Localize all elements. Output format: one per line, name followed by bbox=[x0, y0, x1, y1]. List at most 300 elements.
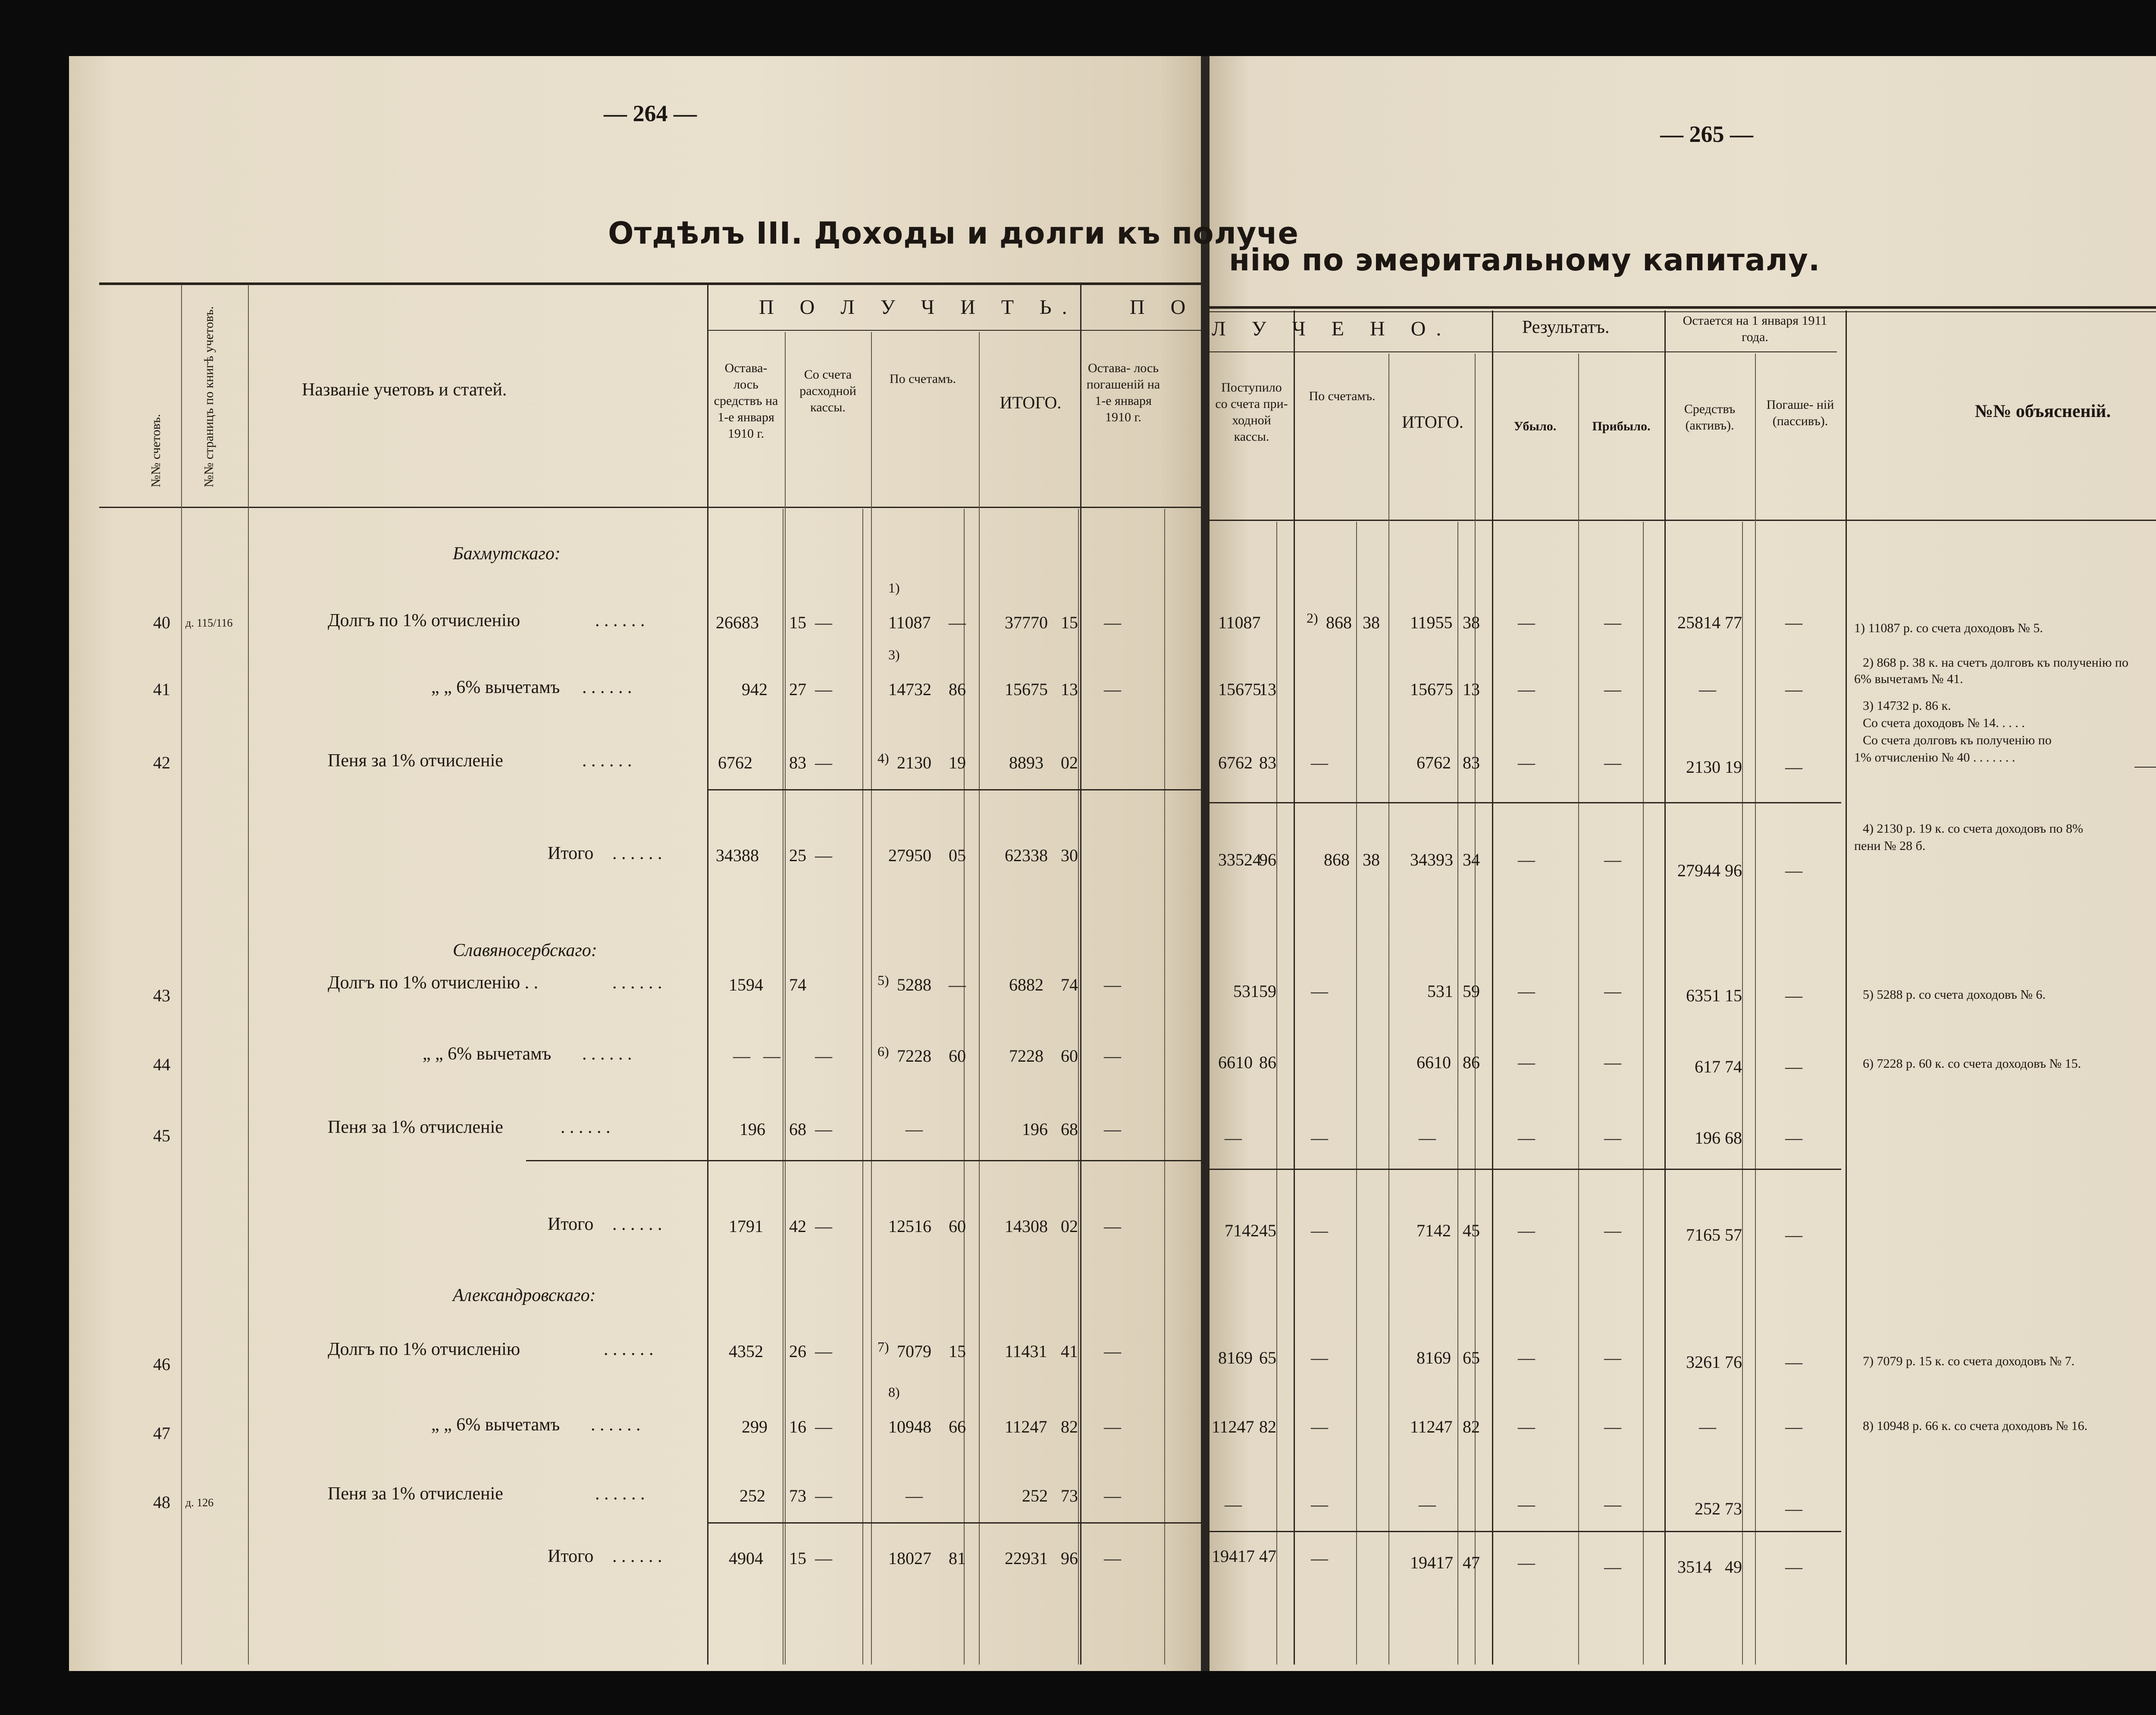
cell-dash: — bbox=[1785, 861, 1802, 880]
cell-dash: — bbox=[1785, 986, 1802, 1005]
cell-dash: — bbox=[1604, 613, 1621, 632]
cell-itogo2-k: 82 bbox=[1463, 1417, 1480, 1436]
col-line bbox=[862, 509, 863, 1665]
cell-itogo: 6882 bbox=[1009, 975, 1044, 994]
col-line bbox=[248, 285, 249, 1665]
cell-itogo-k: 02 bbox=[1061, 753, 1078, 772]
footnote-4-line2: пени № 28 б. bbox=[1854, 839, 1926, 853]
cell-itogo2: 11955 bbox=[1410, 613, 1453, 632]
page-ref: д. 126 bbox=[185, 1496, 214, 1509]
cell-itogo2: 34393 bbox=[1410, 850, 1453, 869]
cell-post: 11087 bbox=[1218, 613, 1261, 632]
subtotal-rule bbox=[707, 1522, 1201, 1524]
leader-dots: . . . . . . bbox=[595, 1484, 645, 1504]
leader-dots: . . . . . . bbox=[612, 1546, 662, 1566]
cell-itogo-k: 68 bbox=[1061, 1119, 1078, 1139]
cell-post-k: 47 bbox=[1259, 1546, 1276, 1566]
cell-po-k: 60 bbox=[949, 1046, 966, 1066]
cell-dash: — bbox=[1104, 1417, 1121, 1436]
cell-dash: — bbox=[1104, 975, 1121, 994]
leader-dots: . . . . . . bbox=[604, 1339, 654, 1359]
subtotal-rule bbox=[1207, 802, 1841, 803]
footnote-sum-rule bbox=[2134, 767, 2156, 768]
cell-dash: — bbox=[1604, 1128, 1621, 1148]
col-line bbox=[1080, 285, 1081, 1665]
cell-dash: — bbox=[1785, 613, 1802, 632]
cell-dash: — bbox=[1104, 1216, 1121, 1236]
section-bakhmut: Бахмутскаго: bbox=[453, 544, 561, 564]
cell-itogo: 37770 bbox=[1005, 613, 1048, 632]
col-line bbox=[1755, 354, 1756, 1665]
cell-po: 5288 bbox=[897, 975, 931, 994]
cell-itogo-k: 60 bbox=[1061, 1046, 1078, 1066]
cell-itogo-k: 82 bbox=[1061, 1417, 1078, 1436]
header-ubylo: Убыло. bbox=[1514, 419, 1557, 433]
cell-itogo2-k: 83 bbox=[1463, 753, 1480, 772]
row-number: 42 bbox=[153, 753, 170, 772]
row-number: 45 bbox=[153, 1126, 170, 1145]
cell-post: 7142 bbox=[1225, 1221, 1259, 1240]
cell-po-k: 66 bbox=[949, 1417, 966, 1436]
cell-dash: — bbox=[1311, 753, 1328, 772]
top-rule-left bbox=[99, 282, 1201, 285]
subtotal-rule bbox=[1207, 1169, 1841, 1170]
header-pogash: Погаше- ній (пассивъ). bbox=[1766, 398, 1834, 428]
cell-sredstv: 196 bbox=[1695, 1128, 1720, 1148]
cell-dash: — bbox=[1104, 613, 1121, 632]
cell-sredstv-k: 49 bbox=[1725, 1557, 1742, 1577]
cell-ost-k: 74 bbox=[789, 975, 806, 994]
cell-sredstv: 6351 bbox=[1686, 986, 1720, 1005]
cell-po2-k: 38 bbox=[1363, 613, 1380, 632]
col-line bbox=[1664, 310, 1666, 1665]
cell-itogo2-k: 34 bbox=[1463, 850, 1480, 869]
cell-dash: — bbox=[1518, 680, 1535, 699]
cell-po-k: 60 bbox=[949, 1216, 966, 1236]
cell-ost: 4904 bbox=[729, 1549, 763, 1568]
cell-dash: — bbox=[1311, 1495, 1328, 1514]
cell-dash: — bbox=[1311, 981, 1328, 1001]
cell-ost-k: 15 bbox=[789, 1549, 806, 1568]
total-label: Итого bbox=[548, 1546, 594, 1566]
col-line bbox=[1164, 509, 1165, 1665]
get-group-rule bbox=[707, 330, 1201, 331]
cell-ost-k: 25 bbox=[789, 846, 806, 865]
header-pages: №№ страницъ по книгѣ учетовъ. bbox=[202, 306, 216, 487]
cell-dash: — bbox=[1104, 1549, 1121, 1568]
col-line bbox=[1388, 354, 1389, 1665]
row-number: 41 bbox=[153, 680, 170, 699]
footnote-1: 1) 11087 р. со счета доходовъ № 5. bbox=[1854, 621, 2043, 635]
cell-dash: — bbox=[1518, 850, 1535, 869]
leader-dots: . . . . . . bbox=[582, 1044, 632, 1064]
cell-dash: — bbox=[1604, 1417, 1621, 1436]
cell-itogo2-k: 86 bbox=[1463, 1053, 1480, 1072]
footnote-3-line4: 1% отчисленію № 40 . . . . . . . bbox=[1854, 750, 2015, 765]
cell-dash: — bbox=[1311, 1348, 1328, 1367]
cell-post-k: 13 bbox=[1259, 680, 1276, 699]
footnote-mark: 1) bbox=[888, 580, 900, 596]
cell-itogo2: 15675 bbox=[1410, 680, 1453, 699]
row-name: „ „ 6% вычетамъ bbox=[431, 1415, 560, 1435]
row-name: „ „ 6% вычетамъ bbox=[423, 1044, 552, 1064]
row-number: 46 bbox=[153, 1354, 170, 1374]
cell-post-k: 82 bbox=[1259, 1417, 1276, 1436]
cell-dash: — bbox=[815, 1417, 832, 1436]
cell-dash: — bbox=[733, 1046, 750, 1066]
header-pribylo: Прибыло. bbox=[1592, 419, 1651, 433]
top-rule-right-thin bbox=[1207, 311, 2156, 312]
cell-dash: — bbox=[1699, 680, 1716, 699]
cell-po: 14732 bbox=[888, 680, 931, 699]
cell-dash: — bbox=[1311, 1549, 1328, 1568]
header-get: П О Л У Ч И Т Ь. bbox=[759, 296, 1078, 319]
leader-dots: . . . . . . bbox=[612, 973, 662, 993]
cell-dash: — bbox=[1518, 1348, 1535, 1367]
cell-itogo2-k: 38 bbox=[1463, 613, 1480, 632]
subtotal-rule bbox=[526, 1160, 1201, 1161]
header-lucheno: Л У Ч Е Н О. bbox=[1212, 317, 1452, 340]
cell-ost: 1594 bbox=[729, 975, 763, 994]
col-line bbox=[979, 332, 980, 1665]
cell-ost: 252 bbox=[740, 1486, 765, 1505]
cell-dash: — bbox=[1699, 1417, 1716, 1436]
cell-itogo2: 531 bbox=[1427, 981, 1453, 1001]
cell-ost: 196 bbox=[740, 1119, 765, 1139]
lucheno-group-rule bbox=[1207, 351, 1837, 352]
cell-post: 6762 bbox=[1218, 753, 1253, 772]
footnote-2-line1: 2) 868 р. 38 к. на счетъ долговъ къ полученію по bbox=[1863, 655, 2128, 670]
cell-dash: — bbox=[1518, 753, 1535, 772]
header-rule-left bbox=[99, 507, 1201, 508]
cell-sredstv: 3514 bbox=[1677, 1557, 1712, 1577]
cell-sredstv-k: 19 bbox=[1725, 757, 1742, 777]
header-ostavalos: Остава- лось средствъ на 1-е января 1910 г. bbox=[714, 361, 778, 441]
col-line bbox=[1846, 310, 1847, 1665]
cell-dash: — bbox=[1104, 680, 1121, 699]
header-po-schetam-2: По счетамъ. bbox=[1309, 389, 1376, 403]
col-line bbox=[1578, 354, 1579, 1665]
cell-po: 11087 bbox=[888, 613, 931, 632]
cell-itogo-k: 74 bbox=[1061, 975, 1078, 994]
cell-dash: — bbox=[815, 1549, 832, 1568]
cell-post: 33524 bbox=[1218, 850, 1261, 869]
row-number: 40 bbox=[153, 613, 170, 632]
cell-dash: — bbox=[815, 846, 832, 865]
cell-dash: — bbox=[815, 1486, 832, 1505]
col-line bbox=[1294, 310, 1295, 1665]
section-aleksandrov: Александровскаго: bbox=[453, 1285, 596, 1305]
cell-sredstv: 25814 bbox=[1677, 613, 1720, 632]
cell-sredstv-k: 74 bbox=[1725, 1057, 1742, 1076]
col-line bbox=[1643, 522, 1644, 1665]
subtotal-rule bbox=[1207, 1531, 1841, 1532]
col-line bbox=[1356, 522, 1357, 1665]
cell-itogo: 11431 bbox=[1005, 1342, 1047, 1361]
cell-dash: — bbox=[1419, 1495, 1436, 1514]
cell-dash: — bbox=[1785, 757, 1802, 777]
section-slavyanoserb: Славяносербскаго: bbox=[453, 941, 597, 960]
cell-dash: — bbox=[1225, 1495, 1242, 1514]
cell-itogo: 62338 bbox=[1005, 846, 1048, 865]
cell-ost-k: 26 bbox=[789, 1342, 806, 1361]
header-explain: №№ объясненій. bbox=[1975, 401, 2111, 421]
cell-dash: — bbox=[1104, 1342, 1121, 1361]
row-number: 48 bbox=[153, 1492, 170, 1512]
cell-itogo-k: 73 bbox=[1061, 1486, 1078, 1505]
cell-dash: — bbox=[815, 753, 832, 772]
cell-sredstv: 3261 bbox=[1686, 1352, 1720, 1372]
cell-ost-k: 15 bbox=[789, 613, 806, 632]
cell-sredstv: 2130 bbox=[1686, 757, 1720, 777]
cell-dash: — bbox=[1518, 1417, 1535, 1436]
cell-po: 2130 bbox=[897, 753, 931, 772]
cell-dash: — bbox=[815, 680, 832, 699]
cell-itogo2-k: 45 bbox=[1463, 1221, 1480, 1240]
footnote-5: 5) 5288 р. со счета доходовъ № 6. bbox=[1863, 988, 2046, 1002]
cell-itogo-k: 41 bbox=[1061, 1342, 1078, 1361]
cell-dash: — bbox=[763, 1046, 780, 1066]
cell-dash: — bbox=[1104, 1486, 1121, 1505]
cell-post: 11247 bbox=[1212, 1417, 1254, 1436]
cell-ost-k: 68 bbox=[789, 1119, 806, 1139]
header-itogo: ИТОГО. bbox=[1000, 393, 1062, 412]
cell-ost: 1791 bbox=[729, 1216, 763, 1236]
cell-dash: — bbox=[1604, 680, 1621, 699]
col-line bbox=[1078, 509, 1079, 1665]
cell-dash: — bbox=[1104, 1046, 1121, 1066]
cell-dash: — bbox=[1518, 1128, 1535, 1148]
cell-dash: — bbox=[906, 1486, 923, 1505]
col-line bbox=[1276, 522, 1277, 1665]
footnote-mark: 4) bbox=[877, 750, 889, 766]
row-name: „ „ 6% вычетамъ bbox=[431, 677, 560, 697]
cell-po: 27950 bbox=[888, 846, 931, 865]
cell-ost-k: 83 bbox=[789, 753, 806, 772]
footnote-8: 8) 10948 р. 66 к. со счета доходовъ № 16. bbox=[1863, 1419, 2088, 1433]
header-sredstv: Средствъ (активъ). bbox=[1684, 402, 1736, 433]
cell-po-k: 81 bbox=[949, 1549, 966, 1568]
row-number: 44 bbox=[153, 1055, 170, 1074]
cell-ost: 6762 bbox=[718, 753, 752, 772]
cell-dash: — bbox=[1785, 1128, 1802, 1148]
header-remains: Остается на 1 января 1911 года. bbox=[1683, 314, 1827, 344]
footnote-4-line1: 4) 2130 р. 19 к. со счета доходовъ по 8% bbox=[1863, 821, 2084, 836]
col-line bbox=[181, 285, 182, 1665]
footnote-3-line2: Со счета доходовъ № 14. . . . . bbox=[1863, 716, 2025, 730]
cell-sredstv-k: 96 bbox=[1725, 861, 1742, 880]
cell-post-k: 59 bbox=[1259, 981, 1276, 1001]
page-number-left: — 264 — bbox=[604, 100, 697, 126]
cell-itogo: 7228 bbox=[1009, 1046, 1044, 1066]
footnote-mark: 2) bbox=[1307, 610, 1318, 626]
cell-itogo-k: 15 bbox=[1061, 613, 1078, 632]
footnote-mark: 8) bbox=[888, 1384, 900, 1400]
footnote-3-line1: 3) 14732 р. 86 к. bbox=[1863, 699, 1951, 713]
cell-itogo-k: 02 bbox=[1061, 1216, 1078, 1236]
header-result: Результатъ. bbox=[1522, 317, 1610, 337]
cell-dash: — bbox=[1785, 680, 1802, 699]
cell-ost: 299 bbox=[742, 1417, 768, 1436]
cell-ost: 942 bbox=[742, 680, 768, 699]
col-line bbox=[785, 332, 786, 1665]
cell-po: 10948 bbox=[888, 1417, 931, 1436]
cell-po: 12516 bbox=[888, 1216, 931, 1236]
cell-sredstv-k: 77 bbox=[1725, 613, 1742, 632]
section-title-left: Отдѣлъ III. Доходы и долги къ получе bbox=[608, 216, 1299, 251]
leader-dots: . . . . . . bbox=[591, 1415, 641, 1435]
cell-po: 7079 bbox=[897, 1342, 931, 1361]
cell-itogo2: 19417 bbox=[1410, 1553, 1453, 1572]
footnote-7: 7) 7079 р. 15 к. со счета доходовъ № 7. bbox=[1863, 1354, 2075, 1368]
cell-dash: — bbox=[1785, 1057, 1802, 1076]
leader-dots: . . . . . . bbox=[612, 843, 662, 863]
cell-dash: — bbox=[1311, 1417, 1328, 1436]
cell-post-k: 86 bbox=[1259, 1053, 1276, 1072]
cell-dash: — bbox=[1785, 1417, 1802, 1436]
footnote-mark: 3) bbox=[888, 647, 900, 662]
cell-dash: — bbox=[815, 1342, 832, 1361]
cell-itogo2: 11247 bbox=[1410, 1417, 1453, 1436]
cell-po-k: 05 bbox=[949, 846, 966, 865]
section-title-right: нію по эмеритальному капиталу. bbox=[1229, 242, 1821, 278]
cell-dash: — bbox=[1604, 1053, 1621, 1072]
cell-itogo: 196 bbox=[1022, 1119, 1048, 1139]
cell-post-k: 45 bbox=[1259, 1221, 1276, 1240]
leader-dots: . . . . . . bbox=[595, 611, 645, 630]
cell-itogo: 8893 bbox=[1009, 753, 1044, 772]
cell-po-k: 86 bbox=[949, 680, 966, 699]
cell-dash: — bbox=[1104, 1119, 1121, 1139]
row-name: Долгъ по 1% отчисленію bbox=[328, 611, 520, 630]
cell-dash: — bbox=[1785, 1225, 1802, 1245]
cell-dash: — bbox=[1518, 1053, 1535, 1072]
row-number: 47 bbox=[153, 1423, 170, 1443]
cell-post: 15675 bbox=[1218, 680, 1261, 699]
cell-dash: — bbox=[1604, 850, 1621, 869]
cell-po-k: 15 bbox=[949, 1342, 966, 1361]
cell-itogo: 15675 bbox=[1005, 680, 1048, 699]
cell-post: 19417 bbox=[1212, 1546, 1255, 1566]
cell-dash: — bbox=[1518, 1553, 1535, 1572]
cell-dash: — bbox=[815, 1046, 832, 1066]
cell-po2: 868 bbox=[1326, 613, 1352, 632]
leader-dots: . . . . . . bbox=[612, 1214, 662, 1234]
cell-post: 8169 bbox=[1218, 1348, 1253, 1367]
top-rule-right bbox=[1207, 306, 2156, 309]
cell-dash: — bbox=[1785, 1557, 1802, 1577]
cell-itogo2: 8169 bbox=[1416, 1348, 1451, 1367]
cell-itogo2-k: 13 bbox=[1463, 680, 1480, 699]
cell-dash: — bbox=[1604, 1557, 1621, 1577]
cell-itogo2: 6762 bbox=[1416, 753, 1451, 772]
header-so-scheta: Со счета расходной кассы. bbox=[799, 367, 856, 414]
cell-dash: — bbox=[1604, 753, 1621, 772]
cell-itogo2-k: 47 bbox=[1463, 1553, 1480, 1572]
cell-dash: — bbox=[1518, 1495, 1535, 1514]
footnote-mark: 6) bbox=[877, 1044, 889, 1059]
cell-post-k: 96 bbox=[1259, 850, 1276, 869]
cell-dash: — bbox=[949, 613, 966, 632]
cell-po: 18027 bbox=[888, 1549, 931, 1568]
cell-post-k: 83 bbox=[1259, 753, 1276, 772]
row-name: Долгъ по 1% отчисленію . . bbox=[328, 973, 539, 993]
cell-post: 6610 bbox=[1218, 1053, 1253, 1072]
cell-ost: 34388 bbox=[716, 846, 759, 865]
col-line bbox=[1742, 522, 1743, 1665]
cell-ost-k: 27 bbox=[789, 680, 806, 699]
cell-dash: — bbox=[1604, 1495, 1621, 1514]
cell-sredstv-k: 15 bbox=[1725, 986, 1742, 1005]
row-name: Пеня за 1% отчисленіе bbox=[328, 1484, 503, 1504]
row-name: Долгъ по 1% отчисленію bbox=[328, 1339, 520, 1359]
cell-dash: — bbox=[815, 1119, 832, 1139]
header-accounts: №№ счетовъ. bbox=[149, 414, 163, 487]
cell-post: 531 bbox=[1233, 981, 1259, 1001]
cell-dash: — bbox=[815, 613, 832, 632]
cell-ost-k: 16 bbox=[789, 1417, 806, 1436]
cell-dash: — bbox=[1518, 613, 1535, 632]
footnote-6: 6) 7228 р. 60 к. со счета доходовъ № 15. bbox=[1863, 1057, 2081, 1071]
col-line bbox=[871, 332, 872, 1665]
cell-itogo2: 6610 bbox=[1416, 1053, 1451, 1072]
cell-dash: — bbox=[1225, 1128, 1242, 1148]
cell-dash: — bbox=[815, 1216, 832, 1236]
cell-sredstv: 7165 bbox=[1686, 1225, 1720, 1245]
cell-ost-k: 42 bbox=[789, 1216, 806, 1236]
page-number-right: — 265 — bbox=[1660, 121, 1753, 147]
book-spine bbox=[1201, 56, 1210, 1671]
cell-ost: 4352 bbox=[729, 1342, 763, 1361]
cell-sredstv: 252 bbox=[1695, 1499, 1720, 1518]
header-name: Названіе учетовъ и статей. bbox=[302, 380, 507, 400]
header-ostavalos-pog: Остава- лось погашеній на 1-е января 1910 г. bbox=[1086, 361, 1160, 424]
cell-itogo: 22931 bbox=[1005, 1549, 1048, 1568]
cell-itogo2-k: 65 bbox=[1463, 1348, 1480, 1367]
row-name: Пеня за 1% отчисленіе bbox=[328, 751, 503, 771]
cell-dash: — bbox=[1311, 1128, 1328, 1148]
cell-dash: — bbox=[1604, 1221, 1621, 1240]
cell-dash: — bbox=[1311, 1221, 1328, 1240]
cell-dash: — bbox=[1604, 1348, 1621, 1367]
cell-post-k: 65 bbox=[1259, 1348, 1276, 1367]
cell-dash: — bbox=[1518, 1221, 1535, 1240]
cell-po2: 868 bbox=[1324, 850, 1350, 869]
cell-dash: — bbox=[1604, 981, 1621, 1001]
cell-dash: — bbox=[906, 1119, 923, 1139]
col-line bbox=[1475, 354, 1476, 1665]
page-ref: д. 115/116 bbox=[185, 617, 233, 629]
col-line bbox=[1492, 310, 1493, 1665]
cell-itogo-k: 13 bbox=[1061, 680, 1078, 699]
header-po-schetam: По счетамъ. bbox=[889, 372, 956, 386]
footnote-mark: 7) bbox=[877, 1339, 889, 1354]
cell-po-k: 19 bbox=[949, 753, 966, 772]
cell-sredstv-k: 68 bbox=[1725, 1128, 1742, 1148]
cell-dash: — bbox=[1419, 1128, 1436, 1148]
cell-dash: — bbox=[949, 975, 966, 994]
cell-itogo: 11247 bbox=[1005, 1417, 1047, 1436]
cell-po: 7228 bbox=[897, 1046, 931, 1066]
header-rule-right bbox=[1207, 520, 2156, 521]
total-label: Итого bbox=[548, 843, 594, 863]
header-itogo-2: ИТОГО. bbox=[1402, 412, 1463, 432]
cell-sredstv-k: 76 bbox=[1725, 1352, 1742, 1372]
row-name: Пеня за 1% отчисленіе bbox=[328, 1117, 503, 1137]
header-postupilo: Поступило со счета при- ходной кассы. bbox=[1215, 380, 1288, 444]
cell-itogo: 252 bbox=[1022, 1486, 1048, 1505]
col-line bbox=[707, 285, 708, 1665]
